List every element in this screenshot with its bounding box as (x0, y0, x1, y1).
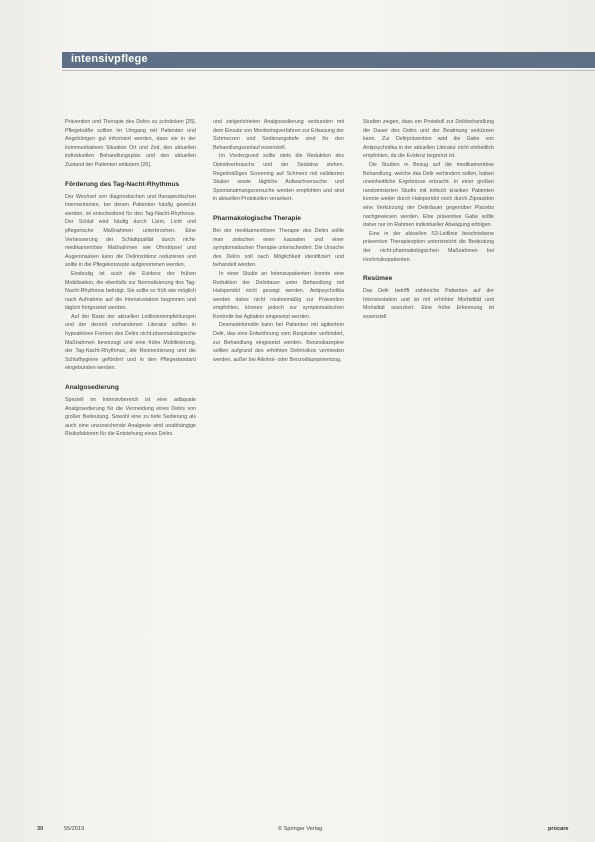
paragraph: Auf der Basis der aktuellen Leitlinienempfehlungen und der derzeit vorhandenen Literatur sollten in hypoaktiven Formen des Delirs nicht-pharmakologische Maßnahmen bevorzugt und eine frühe Mobilisierung, der Tag-Nacht-Rhythmus, die Reorientierung und die Schlafhygiene gefördert und in den Pflegestandard eingebunden werden. (65, 313, 196, 372)
section-heading: Pharmakologische Therapie (213, 214, 301, 222)
paragraph: Bei der medikamentösen Therapie des Delirs sollte man zwischen einer kausalen und einer symptomatischen Therapie unterscheiden. Die Ursache des Delirs soll nach Möglichkeit identifiziert und behandelt werden. (213, 227, 344, 269)
issue-label: 55/2019 (64, 826, 85, 832)
brand-label: procare (548, 826, 569, 832)
text-column-1 (65, 118, 196, 439)
section-title: intensivpflege (71, 53, 148, 65)
paragraph: Der Wechsel von diagnostischen und therapeutischen Interventionen, bei denen Patienten häufig geweckt werden, ist entscheidend für den Tag-Nacht-Rhythmus. Der Schlaf wird häufig durch Lärm, Licht und pflegerische Maßnahmen unterbrochen. Eine Verbesserung der Schlafqualität durch nicht-medikamentöse Maßnahmen wie Ohrstöpsel und Augenmasken kann die Delirinzidenz reduzieren und sollte in die Pflegekonzepte aufgenommen werden. (65, 193, 196, 269)
paragraph: Die Studien in Bezug auf die medikamentöse Behandlung, welche das Delir verhindern sollen, haben uneinheitliche Ergebnisse erbracht. In einer großen randomisierten Studie mit kritisch kranken Patienten konnte weder durch Haloperidol noch durch Ziprasidon eine Verkürzung der Delirdauer gegenüber Placebo nachgewiesen werden. Eine präventive Gabe sollte daher nur im Rahmen individueller Abwägung erfolgen. (363, 161, 494, 229)
text-column-2 (213, 118, 344, 364)
header-divider (62, 70, 595, 71)
paragraph: Das Delir betrifft zahlreiche Patienten auf der Intensivstation und ist mit erhöhter Morbidität und Mortalität assoziiert. Eine frühe Erkennung ist essenziell. (363, 288, 494, 320)
paragraph: Eine in der aktuellen S3-Leitlinie beschriebene präventive Therapieoption unterstreicht die Bedeutung der nicht-pharmakologischen Maßnahmen bei Hochrisikopatienten. (363, 230, 494, 263)
paragraph: Im Vordergrund sollte stets die Reduktion des Opioidverbrauchs und der Sedativa stehen. Regelmäßiges Screening auf Schmerz mit validierten Skalen sowie tägliche Aufwachversuche und Spontanatmungsversuche werden empfohlen und sind in aktuellen Protokollen verankert. (213, 153, 344, 203)
paragraph: und zielgerichteten Analgosedierung verbunden mit dem Einsatz von Monitoringverfahren zur Erfassung der Schmerzen und Sedierungstiefe sind für den Behandlungsverlauf essenziell. (213, 119, 345, 151)
paragraph: In einer Studie an Intensivpatienten konnte eine Reduktion der Delirdauer unter Behandlung mit Haloperidol nicht gezeigt werden. Antipsychotika werden daher nicht routinemäßig zur Prävention empfohlen, können jedoch zur symptomatischen Kontrolle bei Agitation eingesetzt werden. (213, 270, 344, 320)
section-heading: Resümee (363, 275, 393, 283)
section-heading: Analgosedierung (65, 384, 119, 392)
section-heading: Förderung des Tag-Nacht-Rhythmus (65, 180, 180, 188)
text-column-3 (363, 118, 494, 321)
publisher-label: © Springer Verlag (278, 826, 323, 832)
paragraph: Prävention und Therapie des Delirs zu schränken [25]. Pflegekräfte sollten im Umgang mit Patienten und Angehörigen gut informiert werden, dass sie in der kommunikativen Situation Ort und Zeit, den aktuellen individuellen Behandlungsplan und den aktuellen Zustand der Patienten erläutern [26]. (65, 119, 196, 168)
paragraph: Studien zeigen, dass ein Protokoll zur Delirbehandlung die Dauer des Delirs und der Beatmung verkürzen kann. Zur Delirprävention wird die Gabe von Antipsychotika in der aktuellen Literatur nicht einheitlich empfohlen, da die Evidenz begrenzt ist. (363, 119, 494, 160)
paragraph: Dexmedetomidin kann bei Patienten mit agitiertem Delir, das eine Entwöhnung vom Respirator verhindert, zur Behandlung eingesetzt werden. Benzodiazepine sollten aufgrund des erhöhten Delirrisikos vermieden werden, außer bei Alkohol- oder Benzodiazepinentzug. (213, 322, 344, 363)
paragraph: Speziell im Intensivbereich ist eine adäquate Analgosedierung für die Vermeidung eines Delirs von großer Bedeutung. Sowohl eine zu tiefe Sedierung als auch eine unzureichende Analgesie sind unabhängige Risikofaktoren für die Entstehung eines Delirs. (65, 397, 196, 438)
paragraph: Eindeutig ist auch die Evidenz der frühen Mobilisation, die ebenfalls zur Normalisierung des Tag-Nacht-Rhythmus beiträgt. Sie sollte so früh wie möglich nach Aufnahme auf die Intensivstation begonnen und täglich fortgesetzt werden. (65, 270, 196, 312)
page-number: 30 (37, 826, 44, 832)
